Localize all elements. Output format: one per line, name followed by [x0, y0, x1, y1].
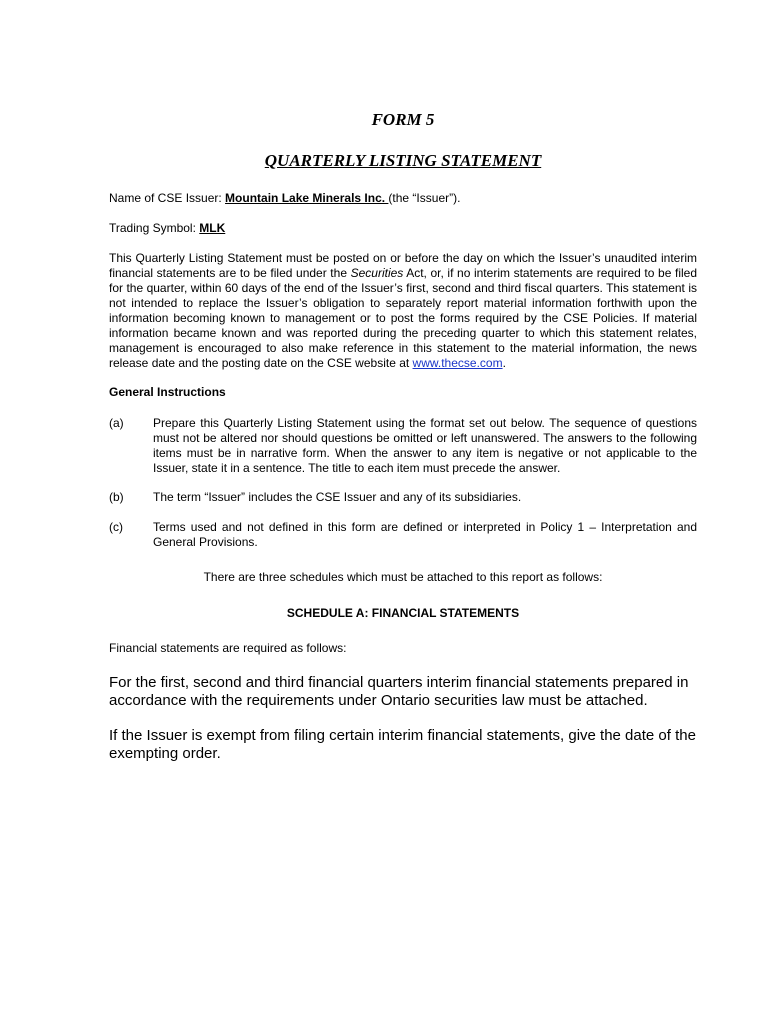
instruction-marker: (c) [109, 520, 123, 534]
instruction-text: The term “Issuer” includes the CSE Issuer and any of its subsidiaries. [153, 490, 522, 504]
issuer-label: Name of CSE Issuer: [109, 191, 226, 205]
form-title: FORM 5 [371, 110, 435, 129]
financial-statements-required: Financial statements are required as follows: [109, 641, 347, 655]
issuer-line [109, 191, 697, 206]
form-subtitle: QUARTERLY LISTING STATEMENT [264, 151, 542, 170]
instruction-marker: (b) [109, 490, 124, 504]
schedule-a-paragraph-1: For the first, second and third financial quarters interim financial statements prepared in accordance with the requirements under Ontario securities law must be attached. [109, 674, 689, 709]
intro-italic: Securities [350, 266, 404, 280]
intro-end: . [502, 356, 506, 370]
trading-symbol-line [109, 221, 697, 236]
schedule-a-paragraph-2: If the Issuer is exempt from filing certain interim financial statements, give the date of the exempting order. [109, 727, 696, 762]
schedules-note: There are three schedules which must be attached to this report as follows: [203, 570, 603, 584]
schedule-a-heading: SCHEDULE A: FINANCIAL STATEMENTS [286, 606, 520, 620]
cse-website-link[interactable]: www.thecse.com [412, 356, 503, 370]
intro-paragraph [109, 251, 697, 371]
intro-part1: This Quarterly Listing Statement must be posted on or before the day on which the Issuer’s unaudited interim financial statements are to be filed under the [109, 251, 697, 280]
instruction-text: Terms used and not defined in this form are defined or interpreted in Policy 1 – Interpretation and General Provisions. [153, 520, 697, 549]
issuer-name: Mountain Lake Minerals Inc. [225, 191, 389, 205]
symbol-value: MLK [199, 221, 226, 235]
general-instructions-heading: General Instructions [109, 385, 226, 399]
symbol-label: Trading Symbol: [109, 221, 200, 235]
instruction-marker: (a) [109, 416, 124, 430]
issuer-suffix: (the “Issuer”). [388, 191, 461, 205]
intro-part2: Act, or, if no interim statements are required to be filed for the quarter, within 60 days of the end of the Issuer’s first, second and third fiscal quarters. This statement is not intended to replace the Issuer’s obligation to separately report material information forthwith upon the information becoming known to management or to post the forms required by the CSE Policies. If material information became known and was reported during the preceding quarter to which this statement relates, management is encouraged to also make reference in this statement to the material information, the news release date and the posting date on the CSE website at [109, 266, 697, 370]
instruction-text: Prepare this Quarterly Listing Statement using the format set out below. The sequence of questions must not be altered nor should questions be omitted or left unanswered. The answers to the following items must be in narrative form. When the answer to any item is negative or not applicable to the Issuer, state it in a sentence. The title to each item must precede the answer. [153, 416, 697, 475]
